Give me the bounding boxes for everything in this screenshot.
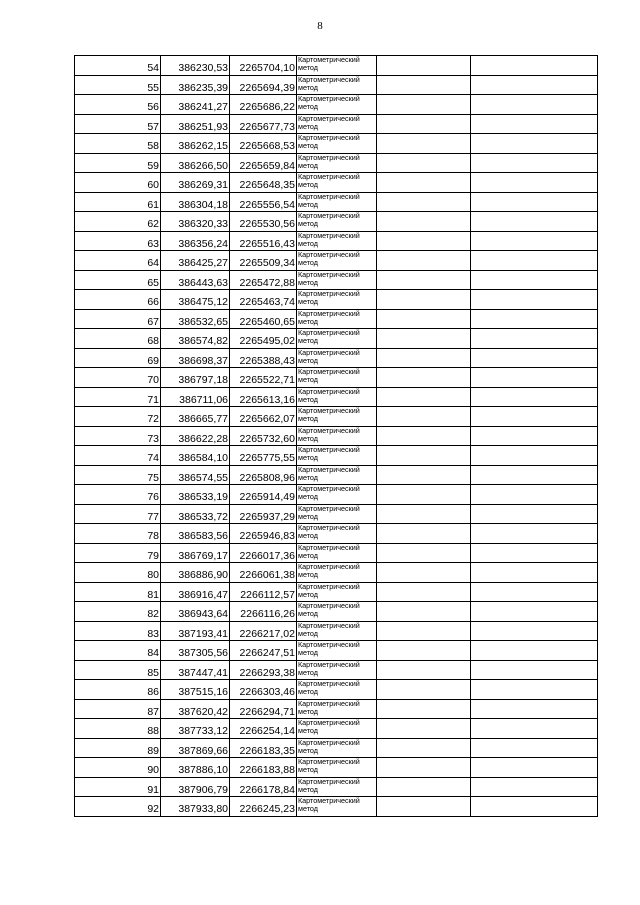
point-number-cell: 69 <box>75 348 161 368</box>
x-coordinate-cell: 386532,65 <box>161 309 230 329</box>
empty-cell <box>377 309 471 329</box>
empty-cell <box>471 407 598 427</box>
method-cell: Картометрический метод <box>297 543 377 563</box>
x-coordinate-cell: 386584,10 <box>161 446 230 466</box>
y-coordinate-cell: 2265808,96 <box>230 465 297 485</box>
method-cell: Картометрический метод <box>297 153 377 173</box>
point-number-cell: 81 <box>75 582 161 602</box>
point-number-cell: 55 <box>75 75 161 95</box>
y-coordinate-cell: 2265686,22 <box>230 95 297 115</box>
method-cell: Картометрический метод <box>297 563 377 583</box>
table-row <box>75 95 598 115</box>
point-number-cell: 64 <box>75 251 161 271</box>
table-row <box>75 348 598 368</box>
point-number-cell: 85 <box>75 660 161 680</box>
empty-cell <box>377 95 471 115</box>
empty-cell <box>471 56 598 76</box>
y-coordinate-cell: 2266183,88 <box>230 758 297 778</box>
point-number-cell: 79 <box>75 543 161 563</box>
x-coordinate-cell: 387886,10 <box>161 758 230 778</box>
method-cell: Картометрический метод <box>297 465 377 485</box>
table-row <box>75 563 598 583</box>
empty-cell <box>377 153 471 173</box>
point-number-cell: 59 <box>75 153 161 173</box>
method-cell: Картометрический метод <box>297 212 377 232</box>
table-row <box>75 114 598 134</box>
empty-cell <box>471 758 598 778</box>
method-cell: Картометрический метод <box>297 56 377 76</box>
point-number-cell: 88 <box>75 719 161 739</box>
empty-cell <box>377 563 471 583</box>
x-coordinate-cell: 386698,37 <box>161 348 230 368</box>
empty-cell <box>377 777 471 797</box>
empty-cell <box>471 114 598 134</box>
table-row <box>75 582 598 602</box>
method-cell: Картометрический метод <box>297 446 377 466</box>
point-number-cell: 75 <box>75 465 161 485</box>
table-row <box>75 153 598 173</box>
point-number-cell: 70 <box>75 368 161 388</box>
empty-cell <box>377 602 471 622</box>
x-coordinate-cell: 387933,80 <box>161 797 230 817</box>
method-cell: Картометрический метод <box>297 426 377 446</box>
method-cell: Картометрический метод <box>297 407 377 427</box>
empty-cell <box>471 543 598 563</box>
point-number-cell: 63 <box>75 231 161 251</box>
empty-cell <box>471 153 598 173</box>
table-row <box>75 758 598 778</box>
point-number-cell: 78 <box>75 524 161 544</box>
point-number-cell: 67 <box>75 309 161 329</box>
method-cell: Картометрический метод <box>297 504 377 524</box>
empty-cell <box>377 290 471 310</box>
y-coordinate-cell: 2265509,34 <box>230 251 297 271</box>
empty-cell <box>471 251 598 271</box>
empty-cell <box>471 641 598 661</box>
method-cell: Картометрический метод <box>297 621 377 641</box>
y-coordinate-cell: 2265613,16 <box>230 387 297 407</box>
empty-cell <box>377 251 471 271</box>
x-coordinate-cell: 386622,28 <box>161 426 230 446</box>
point-number-cell: 87 <box>75 699 161 719</box>
table-row <box>75 387 598 407</box>
empty-cell <box>471 368 598 388</box>
point-number-cell: 72 <box>75 407 161 427</box>
point-number-cell: 91 <box>75 777 161 797</box>
empty-cell <box>471 348 598 368</box>
table-row <box>75 75 598 95</box>
y-coordinate-cell: 2266061,38 <box>230 563 297 583</box>
empty-cell <box>471 387 598 407</box>
point-number-cell: 90 <box>75 758 161 778</box>
method-cell: Картометрический метод <box>297 485 377 505</box>
method-cell: Картометрический метод <box>297 134 377 154</box>
empty-cell <box>471 699 598 719</box>
empty-cell <box>377 758 471 778</box>
table-row <box>75 134 598 154</box>
table-row <box>75 524 598 544</box>
table-row <box>75 602 598 622</box>
point-number-cell: 71 <box>75 387 161 407</box>
x-coordinate-cell: 386665,77 <box>161 407 230 427</box>
x-coordinate-cell: 387733,12 <box>161 719 230 739</box>
y-coordinate-cell: 2265946,83 <box>230 524 297 544</box>
empty-cell <box>377 56 471 76</box>
empty-cell <box>471 563 598 583</box>
x-coordinate-cell: 386251,93 <box>161 114 230 134</box>
y-coordinate-cell: 2265662,07 <box>230 407 297 427</box>
empty-cell <box>471 212 598 232</box>
y-coordinate-cell: 2266217,02 <box>230 621 297 641</box>
table-row <box>75 641 598 661</box>
point-number-cell: 66 <box>75 290 161 310</box>
empty-cell <box>377 504 471 524</box>
y-coordinate-cell: 2266183,35 <box>230 738 297 758</box>
empty-cell <box>471 621 598 641</box>
method-cell: Картометрический метод <box>297 660 377 680</box>
empty-cell <box>471 660 598 680</box>
y-coordinate-cell: 2266017,36 <box>230 543 297 563</box>
point-number-cell: 77 <box>75 504 161 524</box>
y-coordinate-cell: 2265914,49 <box>230 485 297 505</box>
empty-cell <box>471 485 598 505</box>
point-number-cell: 56 <box>75 95 161 115</box>
y-coordinate-cell: 2265460,65 <box>230 309 297 329</box>
y-coordinate-cell: 2266294,71 <box>230 699 297 719</box>
x-coordinate-cell: 386533,72 <box>161 504 230 524</box>
table-row <box>75 368 598 388</box>
x-coordinate-cell: 386886,90 <box>161 563 230 583</box>
empty-cell <box>471 504 598 524</box>
empty-cell <box>471 270 598 290</box>
method-cell: Картометрический метод <box>297 758 377 778</box>
x-coordinate-cell: 386711,06 <box>161 387 230 407</box>
point-number-cell: 68 <box>75 329 161 349</box>
empty-cell <box>377 680 471 700</box>
empty-cell <box>471 446 598 466</box>
y-coordinate-cell: 2266178,84 <box>230 777 297 797</box>
empty-cell <box>377 231 471 251</box>
table-row <box>75 504 598 524</box>
method-cell: Картометрический метод <box>297 231 377 251</box>
x-coordinate-cell: 387193,41 <box>161 621 230 641</box>
point-number-cell: 61 <box>75 192 161 212</box>
method-cell: Картометрический метод <box>297 309 377 329</box>
table-row <box>75 719 598 739</box>
coordinates-table-body <box>75 56 598 817</box>
method-cell: Картометрический метод <box>297 797 377 817</box>
x-coordinate-cell: 386916,47 <box>161 582 230 602</box>
empty-cell <box>471 680 598 700</box>
y-coordinate-cell: 2266303,46 <box>230 680 297 700</box>
table-row <box>75 680 598 700</box>
x-coordinate-cell: 386269,31 <box>161 173 230 193</box>
method-cell: Картометрический метод <box>297 95 377 115</box>
y-coordinate-cell: 2265732,60 <box>230 426 297 446</box>
point-number-cell: 60 <box>75 173 161 193</box>
y-coordinate-cell: 2265556,54 <box>230 192 297 212</box>
empty-cell <box>471 426 598 446</box>
empty-cell <box>471 309 598 329</box>
x-coordinate-cell: 387305,56 <box>161 641 230 661</box>
x-coordinate-cell: 386943,64 <box>161 602 230 622</box>
y-coordinate-cell: 2266254,14 <box>230 719 297 739</box>
x-coordinate-cell: 386241,27 <box>161 95 230 115</box>
y-coordinate-cell: 2265463,74 <box>230 290 297 310</box>
table-row <box>75 485 598 505</box>
method-cell: Картометрический метод <box>297 387 377 407</box>
empty-cell <box>377 192 471 212</box>
empty-cell <box>377 699 471 719</box>
y-coordinate-cell: 2265677,73 <box>230 114 297 134</box>
method-cell: Картометрический метод <box>297 75 377 95</box>
table-row <box>75 621 598 641</box>
empty-cell <box>377 348 471 368</box>
method-cell: Картометрический метод <box>297 582 377 602</box>
method-cell: Картометрический метод <box>297 348 377 368</box>
x-coordinate-cell: 386230,53 <box>161 56 230 76</box>
y-coordinate-cell: 2265472,88 <box>230 270 297 290</box>
table-row <box>75 173 598 193</box>
empty-cell <box>377 719 471 739</box>
y-coordinate-cell: 2265648,35 <box>230 173 297 193</box>
x-coordinate-cell: 386533,19 <box>161 485 230 505</box>
y-coordinate-cell: 2265659,84 <box>230 153 297 173</box>
method-cell: Картометрический метод <box>297 524 377 544</box>
method-cell: Картометрический метод <box>297 173 377 193</box>
method-cell: Картометрический метод <box>297 329 377 349</box>
x-coordinate-cell: 386262,15 <box>161 134 230 154</box>
x-coordinate-cell: 387869,66 <box>161 738 230 758</box>
empty-cell <box>471 777 598 797</box>
method-cell: Картометрический метод <box>297 251 377 271</box>
method-cell: Картометрический метод <box>297 699 377 719</box>
table-row <box>75 543 598 563</box>
point-number-cell: 83 <box>75 621 161 641</box>
x-coordinate-cell: 386583,56 <box>161 524 230 544</box>
x-coordinate-cell: 386797,18 <box>161 368 230 388</box>
coordinates-table <box>74 55 598 817</box>
empty-cell <box>471 95 598 115</box>
empty-cell <box>377 543 471 563</box>
y-coordinate-cell: 2265522,71 <box>230 368 297 388</box>
empty-cell <box>377 660 471 680</box>
empty-cell <box>377 446 471 466</box>
method-cell: Картометрический метод <box>297 270 377 290</box>
y-coordinate-cell: 2265388,43 <box>230 348 297 368</box>
x-coordinate-cell: 387620,42 <box>161 699 230 719</box>
table-row <box>75 777 598 797</box>
y-coordinate-cell: 2266293,38 <box>230 660 297 680</box>
table-row <box>75 270 598 290</box>
x-coordinate-cell: 387447,41 <box>161 660 230 680</box>
point-number-cell: 92 <box>75 797 161 817</box>
table-row <box>75 231 598 251</box>
empty-cell <box>471 290 598 310</box>
table-row <box>75 251 598 271</box>
table-row <box>75 660 598 680</box>
empty-cell <box>471 582 598 602</box>
method-cell: Картометрический метод <box>297 738 377 758</box>
x-coordinate-cell: 387515,16 <box>161 680 230 700</box>
table-row <box>75 407 598 427</box>
y-coordinate-cell: 2265495,02 <box>230 329 297 349</box>
empty-cell <box>471 738 598 758</box>
empty-cell <box>471 602 598 622</box>
empty-cell <box>471 192 598 212</box>
empty-cell <box>377 173 471 193</box>
empty-cell <box>377 368 471 388</box>
method-cell: Картометрический метод <box>297 680 377 700</box>
y-coordinate-cell: 2265530,56 <box>230 212 297 232</box>
table-row <box>75 426 598 446</box>
x-coordinate-cell: 386235,39 <box>161 75 230 95</box>
empty-cell <box>471 465 598 485</box>
table-row <box>75 699 598 719</box>
empty-cell <box>377 524 471 544</box>
empty-cell <box>471 719 598 739</box>
x-coordinate-cell: 386266,50 <box>161 153 230 173</box>
page-number: 8 <box>317 20 323 32</box>
empty-cell <box>377 270 471 290</box>
point-number-cell: 58 <box>75 134 161 154</box>
method-cell: Картометрический метод <box>297 368 377 388</box>
method-cell: Картометрический метод <box>297 114 377 134</box>
empty-cell <box>377 485 471 505</box>
empty-cell <box>377 582 471 602</box>
x-coordinate-cell: 386443,63 <box>161 270 230 290</box>
point-number-cell: 84 <box>75 641 161 661</box>
method-cell: Картометрический метод <box>297 641 377 661</box>
empty-cell <box>377 387 471 407</box>
empty-cell <box>377 621 471 641</box>
x-coordinate-cell: 386475,12 <box>161 290 230 310</box>
table-row <box>75 738 598 758</box>
empty-cell <box>471 134 598 154</box>
empty-cell <box>377 212 471 232</box>
point-number-cell: 89 <box>75 738 161 758</box>
empty-cell <box>471 797 598 817</box>
point-number-cell: 82 <box>75 602 161 622</box>
empty-cell <box>471 173 598 193</box>
point-number-cell: 73 <box>75 426 161 446</box>
table-row <box>75 446 598 466</box>
table-row <box>75 329 598 349</box>
empty-cell <box>377 114 471 134</box>
y-coordinate-cell: 2265704,10 <box>230 56 297 76</box>
empty-cell <box>377 134 471 154</box>
point-number-cell: 62 <box>75 212 161 232</box>
table-row <box>75 192 598 212</box>
y-coordinate-cell: 2265694,39 <box>230 75 297 95</box>
table-row <box>75 212 598 232</box>
x-coordinate-cell: 386425,27 <box>161 251 230 271</box>
empty-cell <box>377 407 471 427</box>
x-coordinate-cell: 386304,18 <box>161 192 230 212</box>
table-row <box>75 56 598 76</box>
x-coordinate-cell: 386574,55 <box>161 465 230 485</box>
empty-cell <box>377 465 471 485</box>
point-number-cell: 76 <box>75 485 161 505</box>
point-number-cell: 74 <box>75 446 161 466</box>
y-coordinate-cell: 2266245,23 <box>230 797 297 817</box>
point-number-cell: 86 <box>75 680 161 700</box>
empty-cell <box>377 75 471 95</box>
method-cell: Картометрический метод <box>297 602 377 622</box>
x-coordinate-cell: 387906,79 <box>161 777 230 797</box>
empty-cell <box>377 797 471 817</box>
y-coordinate-cell: 2265937,29 <box>230 504 297 524</box>
point-number-cell: 54 <box>75 56 161 76</box>
y-coordinate-cell: 2266116,26 <box>230 602 297 622</box>
table-row <box>75 797 598 817</box>
y-coordinate-cell: 2266247,51 <box>230 641 297 661</box>
y-coordinate-cell: 2266112,57 <box>230 582 297 602</box>
method-cell: Картометрический метод <box>297 719 377 739</box>
point-number-cell: 65 <box>75 270 161 290</box>
point-number-cell: 57 <box>75 114 161 134</box>
x-coordinate-cell: 386574,82 <box>161 329 230 349</box>
empty-cell <box>377 738 471 758</box>
y-coordinate-cell: 2265775,55 <box>230 446 297 466</box>
empty-cell <box>471 329 598 349</box>
table-row <box>75 309 598 329</box>
method-cell: Картометрический метод <box>297 290 377 310</box>
empty-cell <box>377 641 471 661</box>
method-cell: Картометрический метод <box>297 192 377 212</box>
empty-cell <box>471 75 598 95</box>
empty-cell <box>471 524 598 544</box>
table-row <box>75 465 598 485</box>
x-coordinate-cell: 386320,33 <box>161 212 230 232</box>
empty-cell <box>377 329 471 349</box>
y-coordinate-cell: 2265668,53 <box>230 134 297 154</box>
empty-cell <box>471 231 598 251</box>
y-coordinate-cell: 2265516,43 <box>230 231 297 251</box>
x-coordinate-cell: 386769,17 <box>161 543 230 563</box>
x-coordinate-cell: 386356,24 <box>161 231 230 251</box>
point-number-cell: 80 <box>75 563 161 583</box>
table-row <box>75 290 598 310</box>
method-cell: Картометрический метод <box>297 777 377 797</box>
empty-cell <box>377 426 471 446</box>
